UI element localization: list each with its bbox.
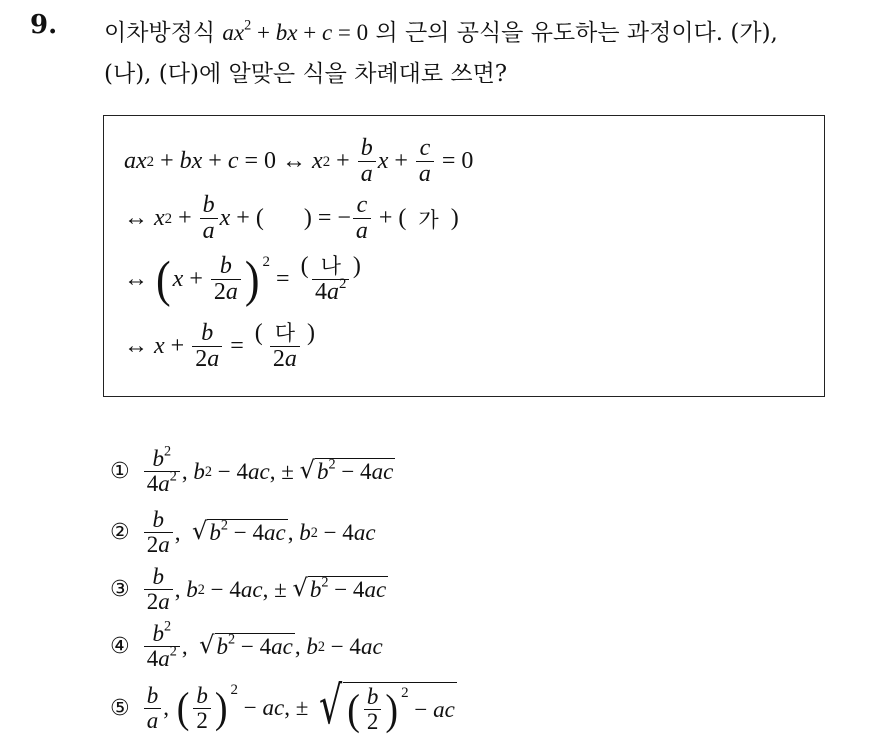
question-equation: $ax^2$ + bx + c = 0 [222,17,369,45]
blank-da: 다 [274,321,296,345]
derivation-line-1: ax 2 + bx + c = 0 ↔ x 2 + $\frac{b}{a}$ x + $\frac{c}{a}$ = 0 [124,135,474,188]
derivation-line-3: ↔ ( x + $\frac{b}{2a}$ ) 2 = $\frac{\text{( 나 )}}{4a^2}$ [124,250,361,308]
choice-marker: ④ [110,634,130,660]
choice-marker: ⑤ [110,695,130,721]
derivation-box [103,115,825,397]
choice-marker: ③ [110,577,130,603]
choice-3[interactable]: ③ $\frac{b}{2a}$ , b 2 − 4 ac , ± √ $b^2 - 4ac$ [110,564,387,615]
choice-4[interactable]: ④ $\frac{b^2}{4a^2}$ , √ $b^2 - 4ac$ , b 2 − 4 ac [110,618,383,672]
question-number: 9. [30,10,58,40]
blank-na: 나 [320,254,341,278]
choice-2[interactable]: ② $\frac{b}{2a}$ , √ $b^2 - 4ac$ , b 2 − 4 ac [110,507,376,558]
question-prefix: 이차방정식 [104,20,216,46]
choice-1[interactable]: ① $\frac{b^2}{4a^2}$ , b 2 − 4 ac , ± √ $b^2 - 4ac$ [110,443,394,497]
question-line-2: (나), (다)에 알맞은 식을 차례대로 쓰면? [104,61,508,87]
choice-5[interactable]: ⑤ $\frac{b}{a}$ , ( $\frac{b}{2}$ ) 2 − ac , ± √ ( $\frac{b}{2}$ ) 2 − ac [110,676,455,736]
derivation-line-2: ↔ x 2 + $\frac{b}{a}$ x + ( ) = − $\frac{c}{a}$ + ( 가 ) [124,192,459,245]
question-suffix: 의 근의 공식을 유도하는 과정이다. (가), [375,20,778,46]
blank-ga: 가 [418,207,439,232]
choice-marker: ① [110,459,130,485]
derivation-line-4: ↔ x + $\frac{b}{2a}$ = $\frac{\text{( 다 )}}{2a}$ [124,320,316,373]
question-line-1 [104,14,778,47]
choice-marker: ② [110,520,130,546]
